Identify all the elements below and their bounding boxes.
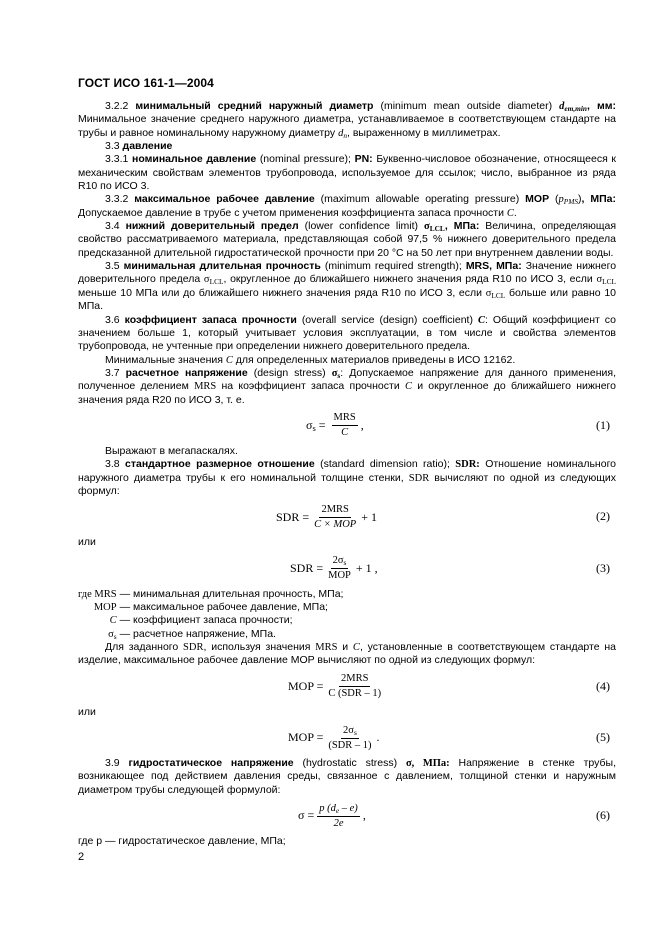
- term: минимальный средний наружный диаметр: [135, 100, 374, 112]
- clause-3-9: 3.9 гидростатическое напряжение (hydrostatic stress) σ, МПа: Напряжение в стенке трубы, возникающее под действием давления среды, связанное с давлением, толщиной стенки и наружным диаметром трубы следующей формулой:: [78, 757, 616, 796]
- equation-number: (4): [596, 678, 610, 693]
- units-note: Выражают в мегапаскалях.: [105, 444, 238, 457]
- clause-3-3: 3.3 давление: [105, 140, 173, 153]
- document-body: [78, 100, 616, 848]
- clause-3-3-1: 3.3.1 номинальное давление (nominal pressure); PN: Буквенно-числовое обозначение, относящееся к механическим свойствам элементов трубопровода, используемое для ссылок; число, выбранное из ряда R10 по ИСО 3.: [78, 153, 616, 193]
- clause-3-2-2: 3.2.2 минимальный средний наружный диаметр (minimum mean outside diameter) $d_{em,min}$, мм: Минимальное значение среднего наружного диаметра, устанавливаемое в соответствующем стандарте на трубы и равное номинальному наружному диаметру $d_n$, выраженному в миллиметрах.: [78, 100, 616, 140]
- where-item: $\sigma_s$ — расчетное напряжение, МПа.: [108, 627, 276, 641]
- clause-3-4: 3.4 нижний доверительный предел (lower confidence limit) $\sigma_{LCL}$, МПа: Величина, определяющая свойство рассматриваемого материала, представляющая собой 97,5 % нижнего доверительного предела предсказанной длительной гидростатической прочности при 20 °С на 50 лет при внутреннем давлении воды.: [78, 220, 617, 259]
- equation-number: (1): [596, 417, 610, 432]
- term: расчетное напряжение: [125, 366, 248, 379]
- term: минимальная длительная прочность: [123, 260, 321, 273]
- term: номинальное давление: [131, 153, 257, 166]
- equation-number: (2): [596, 509, 610, 524]
- where-item: MOP — максимальное рабочее давление, МПа;: [93, 600, 328, 613]
- symbol: $d_{em,min}$: [559, 101, 588, 113]
- term: коэффициент запаса прочности: [124, 313, 297, 326]
- term: стандартное размерное отношение: [125, 458, 315, 471]
- page-header: ГОСТ ИСО 161-1—2004: [78, 76, 214, 90]
- sdr-paragraph: Для заданного SDR, используя значения MRS и C, установленные в соответствующем стандарте на изделие, максимальное рабочее давление MOP вычисляют по одной из следующих формул:: [78, 641, 617, 667]
- equation-5: MOP = $\frac{2\sigma_s}{\text{(SDR – 1)}}$ . (5): [288, 724, 610, 751]
- term: давление: [122, 140, 173, 153]
- equation-6: σ = $\frac{p (d_e - e)}{2e}$ , (6): [298, 802, 610, 829]
- equation-number: (5): [596, 730, 610, 745]
- equation-2: SDR = $\frac{\text{2MRS}}{\text{C × MOP}}$ + 1 (2): [276, 503, 610, 530]
- clause-3-7: 3.7 расчетное напряжение (design stress) $\sigma_s$: Допускаемое напряжение для данного применения, полученное делением MRS на коэффициент запаса прочности C и округленное до ближайшего нижнего значения ряда R20 по ИСО 3, т. е.: [78, 366, 617, 406]
- equation-number: (6): [596, 808, 610, 823]
- term: гидростатическое напряжение: [128, 757, 294, 770]
- where-list: [78, 588, 343, 641]
- clause-3-5: 3.5 минимальная длительная прочность (minimum required strength); MRS, МПа: Значение нижнего доверительного предела $\sigma_{LCL}$, округленное до ближайшего нижнего значения ряда R10 по ИСО 3, если $\sigma_{LCL}$ меньше 10 МПа или до ближайшего нижнего значения ряда R10 по ИСО 3, если $\sigma_{LCL}$ больше или равно 10 МПа.: [78, 260, 617, 313]
- clause-3-3-2: 3.3.2 максимальное рабочее давление (maximum allowable operating pressure) MOP $(p_{PMS})$, МПа: Допускаемое давление в трубе с учетом применения коэффициента запаса прочности C.: [78, 193, 617, 219]
- equation-number: (3): [596, 560, 610, 575]
- or-connector: или: [78, 536, 96, 549]
- where-item-pressure: где p — гидростатическое давление, МПа;: [78, 835, 286, 848]
- where-item: C — коэффициент запаса прочности;: [109, 614, 293, 627]
- term: нижний доверительный предел: [125, 220, 299, 233]
- equation-3: SDR = $\frac{2\sigma_s}{\text{MOP}}$ + 1 , (3): [290, 555, 610, 582]
- page-number: 2: [78, 851, 85, 863]
- equation-4: MOP = $\frac{\text{2MRS}}{\text{C (SDR – 1)}}$ (4): [288, 673, 610, 700]
- clause-3-6: 3.6 коэффициент запаса прочности (overall service (design) coefficient) C: Общий коэффициент со значением больше 1, который учитывает условия эксплуатации, в том числе и свойства элементов трубопровода, не учтенные при определении нижнего доверительного предела.: [78, 313, 617, 353]
- where-item: где MRS — минимальная длительная прочность, МПа;: [78, 587, 344, 600]
- equation-1: $\sigma_s$ = $\frac{\text{MRS}}{C}$ , (1): [306, 412, 610, 439]
- clause-3-8: 3.8 стандартное размерное отношение (standard dimension ratio); SDR: Отношение номинального наружного диаметра трубы к его номинальной толщине стенки, SDR вычисляют по одной из следующих формул:: [78, 458, 617, 497]
- or-connector: или: [78, 705, 96, 718]
- clause-3-6-note: Минимальные значения C для определенных материалов приведены в ИСО 12162.: [105, 353, 516, 366]
- term: максимальное рабочее давление: [134, 193, 315, 206]
